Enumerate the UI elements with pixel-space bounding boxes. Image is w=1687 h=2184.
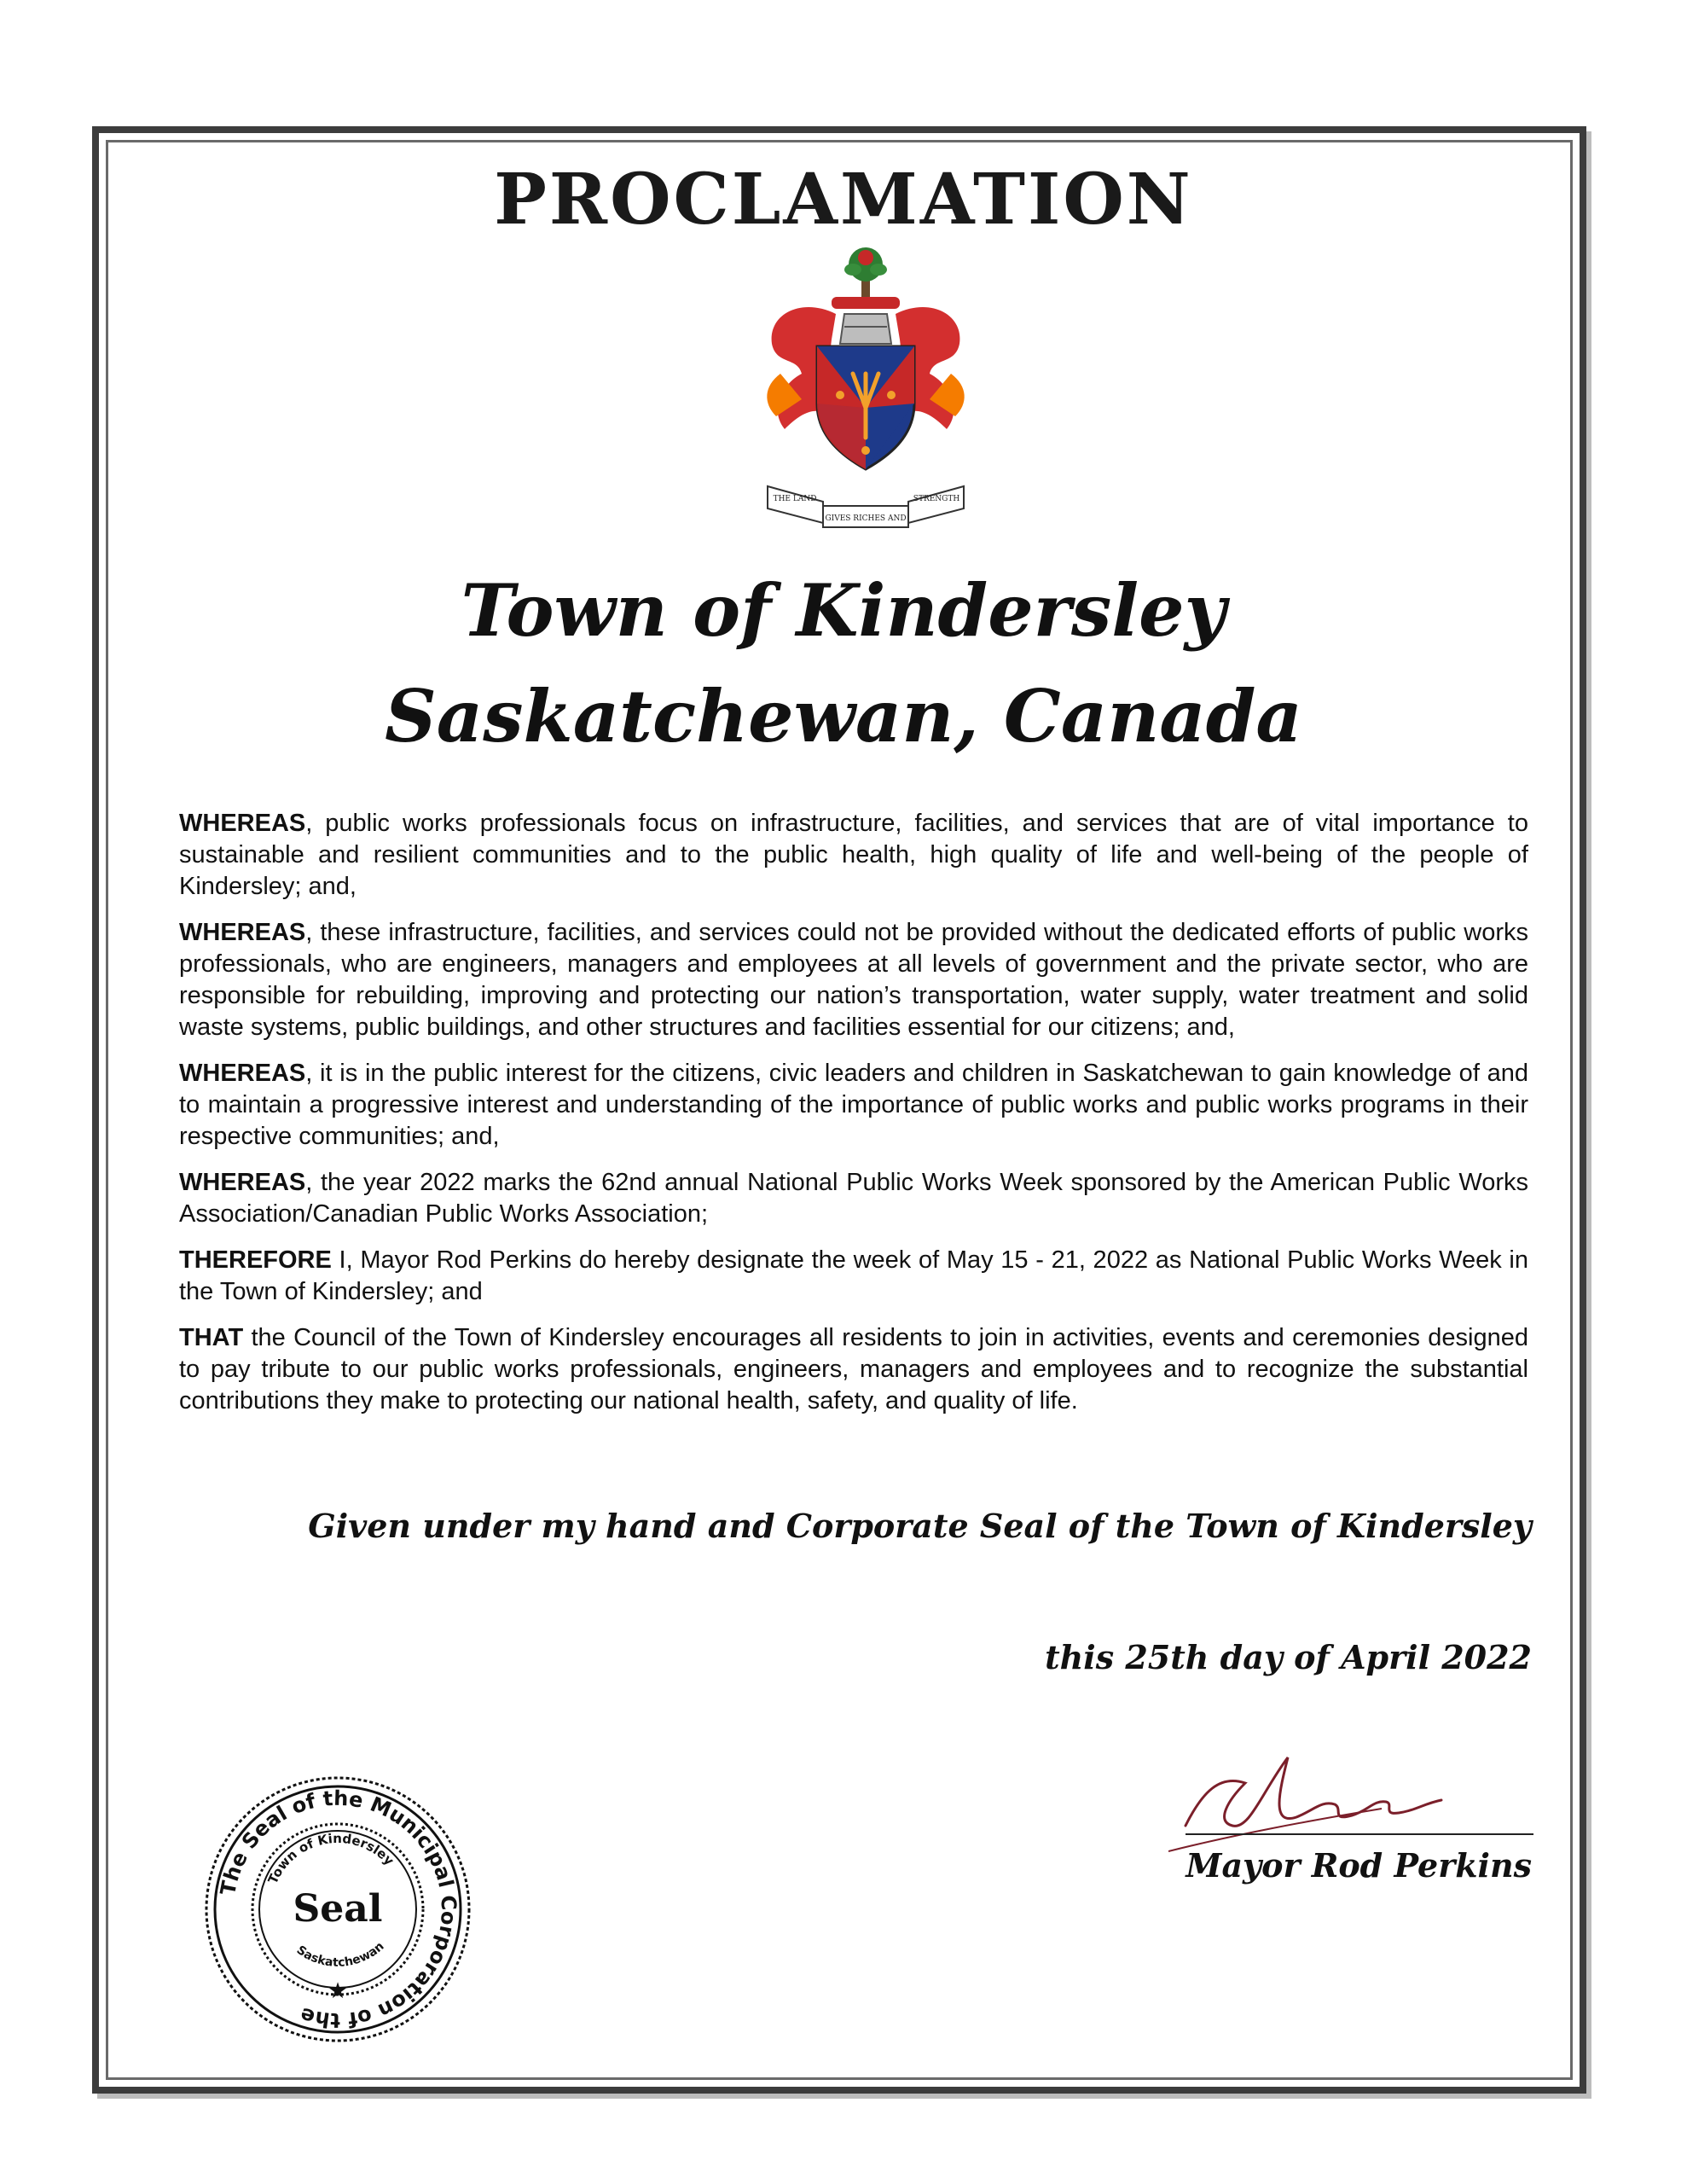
svg-text:STRENGTH: STRENGTH <box>913 495 960 503</box>
signature-line <box>1186 1833 1533 1835</box>
paragraph: WHEREAS, it is in the public interest for the citizens, civic leaders and children in Saskatchewan to gain knowledge of and to maintain a progressive interest and understanding of the importance of public works and public works programs in their respective communities; and, <box>179 1060 1528 1150</box>
paragraph: THEREFORE I, Mayor Rod Perkins do hereby designate the week of May 15 - 21, 2022 as National Public Works Week in the Town of Kindersley; and <box>179 1246 1528 1305</box>
svg-text:The Seal of the Municipal Corp: The Seal of the Municipal Corporation of the <box>216 1786 461 2033</box>
given-under-hand-line: Given under my hand and Corporate Seal of the Town of Kindersley <box>308 1507 1532 1545</box>
svg-text:Town of Kindersley: Town of Kindersley <box>264 1830 397 1886</box>
coat-of-arms-crest <box>751 246 981 536</box>
paragraph: WHEREAS, the year 2022 marks the 62nd annual National Public Works Week sponsored by the American Public Works Association/Canadian Public Works Association; <box>179 1169 1528 1228</box>
svg-text:THE LAND: THE LAND <box>773 495 817 503</box>
town-name: Town of Kindersley <box>461 568 1226 653</box>
svg-text:Seal: Seal <box>293 1887 383 1931</box>
svg-text:Saskatchewan: Saskatchewan <box>293 1939 387 1970</box>
location-name: Saskatchewan, Canada <box>385 674 1302 758</box>
svg-text:GIVES RICHES AND: GIVES RICHES AND <box>825 514 907 523</box>
date-line: this 25th day of April 2022 <box>1045 1638 1532 1676</box>
paragraph: THAT the Council of the Town of Kindersley encourages all residents to join in activities, events and ceremonies designed to pay tribute to our public works professionals, engineers, managers and employees and to recognize the substantial contributions they make to protecting our national health, safety, and quality of life. <box>179 1324 1528 1414</box>
proclamation-body <box>179 808 1528 1432</box>
paragraph: WHEREAS, public works professionals focus on infrastructure, facilities, and services that are of vital importance to sustainable and resilient communities and to the public health, high quality of life and well-being of the people of Kindersley; and, <box>179 810 1528 900</box>
svg-text:★: ★ <box>328 1978 348 2003</box>
handwritten-signature <box>1168 1740 1475 1860</box>
document-title: PROCLAMATION <box>494 159 1193 241</box>
corporate-seal <box>203 1774 472 2044</box>
paragraph: WHEREAS, these infrastructure, facilities, and services could not be provided without the dedicated efforts of public works professionals, who are engineers, managers and employees at all levels of government and the private sector, who are responsible for rebuilding, improving and protecting our nation’s transportation, water supply, water treatment and solid waste systems, public buildings, and other structures and facilities essential for our citizens; and, <box>179 919 1528 1041</box>
signatory-name: Mayor Rod Perkins <box>1186 1846 1532 1885</box>
